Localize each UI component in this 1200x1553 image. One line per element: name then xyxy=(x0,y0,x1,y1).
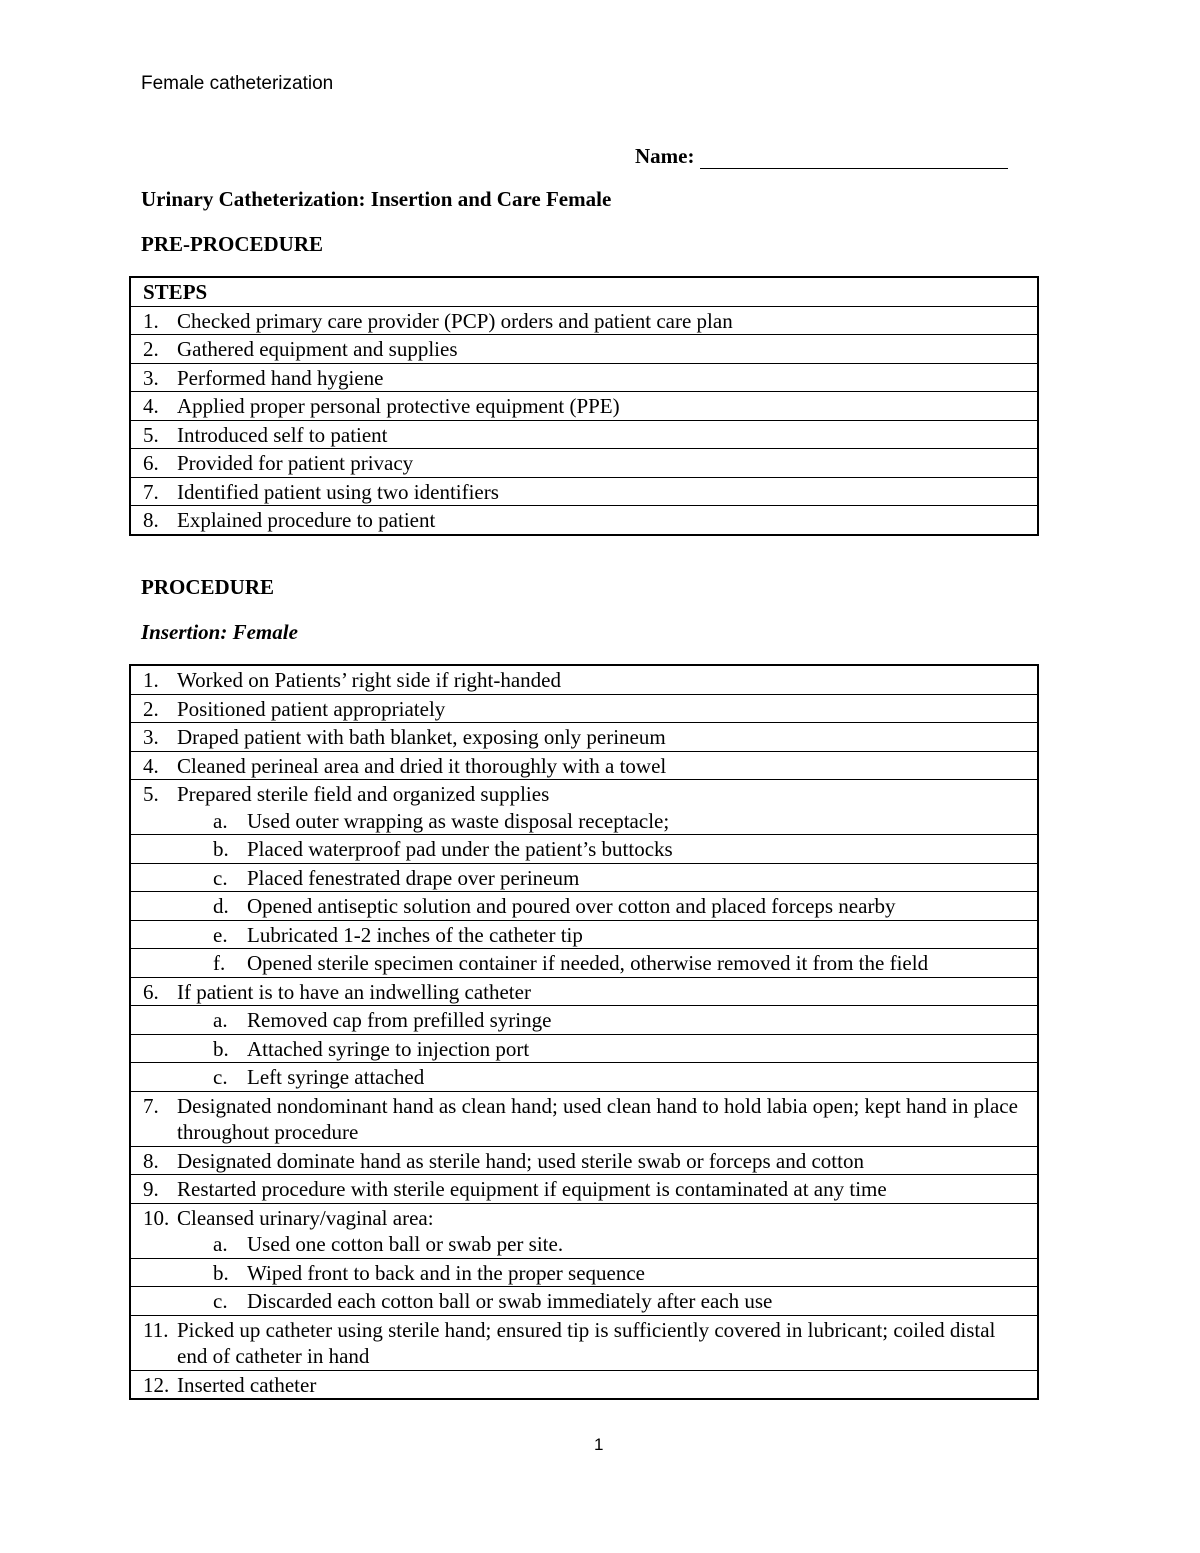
step-number: c. xyxy=(213,1289,228,1313)
step-text: Placed waterproof pad under the patient’s buttocks xyxy=(247,837,673,861)
page-header: Female catheterization xyxy=(141,73,334,94)
step-number: 1. xyxy=(143,308,159,333)
step-text: Checked primary care provider (PCP) orders and patient care plan xyxy=(177,308,733,333)
table-row xyxy=(131,1146,1037,1175)
table-row xyxy=(131,891,1037,920)
table-row xyxy=(131,334,1037,363)
table-row xyxy=(131,306,1037,335)
step-text: Positioned patient appropriately xyxy=(177,696,446,721)
procedure-table xyxy=(129,664,1039,1400)
table-row xyxy=(131,448,1037,477)
name-label: Name: xyxy=(635,144,695,168)
step-number: 5. xyxy=(143,782,159,806)
step-number: 6. xyxy=(143,979,159,1004)
table-row xyxy=(131,1315,1037,1370)
table-row xyxy=(131,948,1037,977)
step-number: 7. xyxy=(143,479,159,504)
table-row xyxy=(131,505,1037,534)
page-number: 1 xyxy=(594,1435,604,1454)
step-text: Opened sterile specimen container if needed, otherwise removed it from the field xyxy=(247,951,929,975)
table-row xyxy=(131,477,1037,506)
step-number: 7. xyxy=(143,1093,159,1118)
step-text: Used one cotton ball or swab per site. xyxy=(247,1232,564,1256)
step-number: 3. xyxy=(143,365,159,390)
step-number: 2. xyxy=(143,696,159,721)
table-row xyxy=(131,1062,1037,1091)
table-row xyxy=(131,779,1037,834)
step-text: Designated nondominant hand as clean hand; used clean hand to hold labia open; kept hand in place throughout procedure xyxy=(177,1093,1018,1144)
step-number: 10. xyxy=(143,1205,170,1230)
step-number: 8. xyxy=(143,1148,159,1173)
step-text: Explained procedure to patient xyxy=(177,508,436,532)
step-text: Performed hand hygiene xyxy=(177,365,384,390)
table-row xyxy=(131,1370,1037,1399)
table-row xyxy=(131,1091,1037,1146)
table-row xyxy=(131,1286,1037,1315)
table-row xyxy=(131,363,1037,392)
table-row xyxy=(131,1258,1037,1287)
table-header: STEPS xyxy=(143,280,208,304)
step-number: b. xyxy=(213,1036,229,1061)
step-number: 11. xyxy=(143,1317,169,1342)
step-text: Picked up catheter using sterile hand; ensured tip is sufficiently covered in lubricant; coiled distal end of catheter in hand xyxy=(177,1317,996,1368)
step-text: Provided for patient privacy xyxy=(177,451,414,475)
name-field xyxy=(635,144,1008,169)
step-text: Inserted catheter xyxy=(177,1372,317,1397)
step-number: 6. xyxy=(143,451,159,475)
step-text: Discarded each cotton ball or swab immediately after each use xyxy=(247,1289,773,1313)
table-row xyxy=(131,420,1037,449)
step-number: d. xyxy=(213,894,229,918)
step-number: a. xyxy=(213,808,228,833)
step-text: Applied proper personal protective equipment (PPE) xyxy=(177,394,620,418)
table-row xyxy=(131,391,1037,420)
step-number: b. xyxy=(213,1260,229,1285)
step-number: 4. xyxy=(143,753,159,778)
step-text: Lubricated 1-2 inches of the catheter tip xyxy=(247,922,583,947)
step-text: Left syringe attached xyxy=(247,1065,425,1089)
table-row xyxy=(131,722,1037,751)
table-row xyxy=(131,1005,1037,1034)
step-number: c. xyxy=(213,1065,228,1089)
step-text: Removed cap from prefilled syringe xyxy=(247,1008,552,1032)
table-row xyxy=(131,1203,1037,1258)
table-row xyxy=(131,694,1037,723)
step-number: 1. xyxy=(143,668,159,692)
step-number: a. xyxy=(213,1008,228,1032)
pre-procedure-heading: PRE-PROCEDURE xyxy=(141,232,323,256)
step-text: Cleansed urinary/vaginal area: xyxy=(177,1205,434,1230)
insertion-subheading: Insertion: Female xyxy=(141,620,298,644)
step-number: 2. xyxy=(143,337,159,361)
step-text: Worked on Patients’ right side if right-handed xyxy=(177,668,561,692)
step-number: 9. xyxy=(143,1177,159,1201)
step-text: Draped patient with bath blanket, exposing only perineum xyxy=(177,725,666,749)
procedure-heading: PROCEDURE xyxy=(141,575,275,599)
step-text: Introduced self to patient xyxy=(177,422,388,447)
table-row xyxy=(131,977,1037,1006)
step-text: Opened antiseptic solution and poured over cotton and placed forceps nearby xyxy=(247,894,896,918)
step-number: 8. xyxy=(143,508,159,532)
step-number: b. xyxy=(213,837,229,861)
step-number: c. xyxy=(213,865,228,890)
step-text: Attached syringe to injection port xyxy=(247,1036,530,1061)
step-text: Identified patient using two identifiers xyxy=(177,479,499,504)
step-number: 4. xyxy=(143,394,159,418)
step-number: 3. xyxy=(143,725,159,749)
step-number: 12. xyxy=(143,1372,170,1397)
step-text: Designated dominate hand as sterile hand; used sterile swab or forceps and cotton xyxy=(177,1148,864,1173)
step-text: Placed fenestrated drape over perineum xyxy=(247,865,580,890)
table-row xyxy=(131,863,1037,892)
step-text: If patient is to have an indwelling catheter xyxy=(177,979,531,1004)
name-blank-line xyxy=(700,148,1008,169)
table-row xyxy=(131,751,1037,780)
table-row xyxy=(131,920,1037,949)
step-text: Cleaned perineal area and dried it thoroughly with a towel xyxy=(177,753,667,778)
step-number: 5. xyxy=(143,422,159,447)
step-text: Used outer wrapping as waste disposal receptacle; xyxy=(247,808,670,833)
table-row xyxy=(131,834,1037,863)
step-text: Gathered equipment and supplies xyxy=(177,337,458,361)
table-row xyxy=(131,1174,1037,1203)
pre-procedure-table xyxy=(129,276,1039,536)
step-number: f. xyxy=(213,951,226,975)
step-text: Restarted procedure with sterile equipment if equipment is contaminated at any time xyxy=(177,1177,887,1201)
step-number: a. xyxy=(213,1232,228,1256)
table-row xyxy=(131,666,1037,694)
document-title: Urinary Catheterization: Insertion and Care Female xyxy=(141,187,612,211)
table-row xyxy=(131,1034,1037,1063)
step-text: Wiped front to back and in the proper sequence xyxy=(247,1260,646,1285)
step-number: e. xyxy=(213,922,228,947)
step-text: Prepared sterile field and organized supplies xyxy=(177,782,550,806)
